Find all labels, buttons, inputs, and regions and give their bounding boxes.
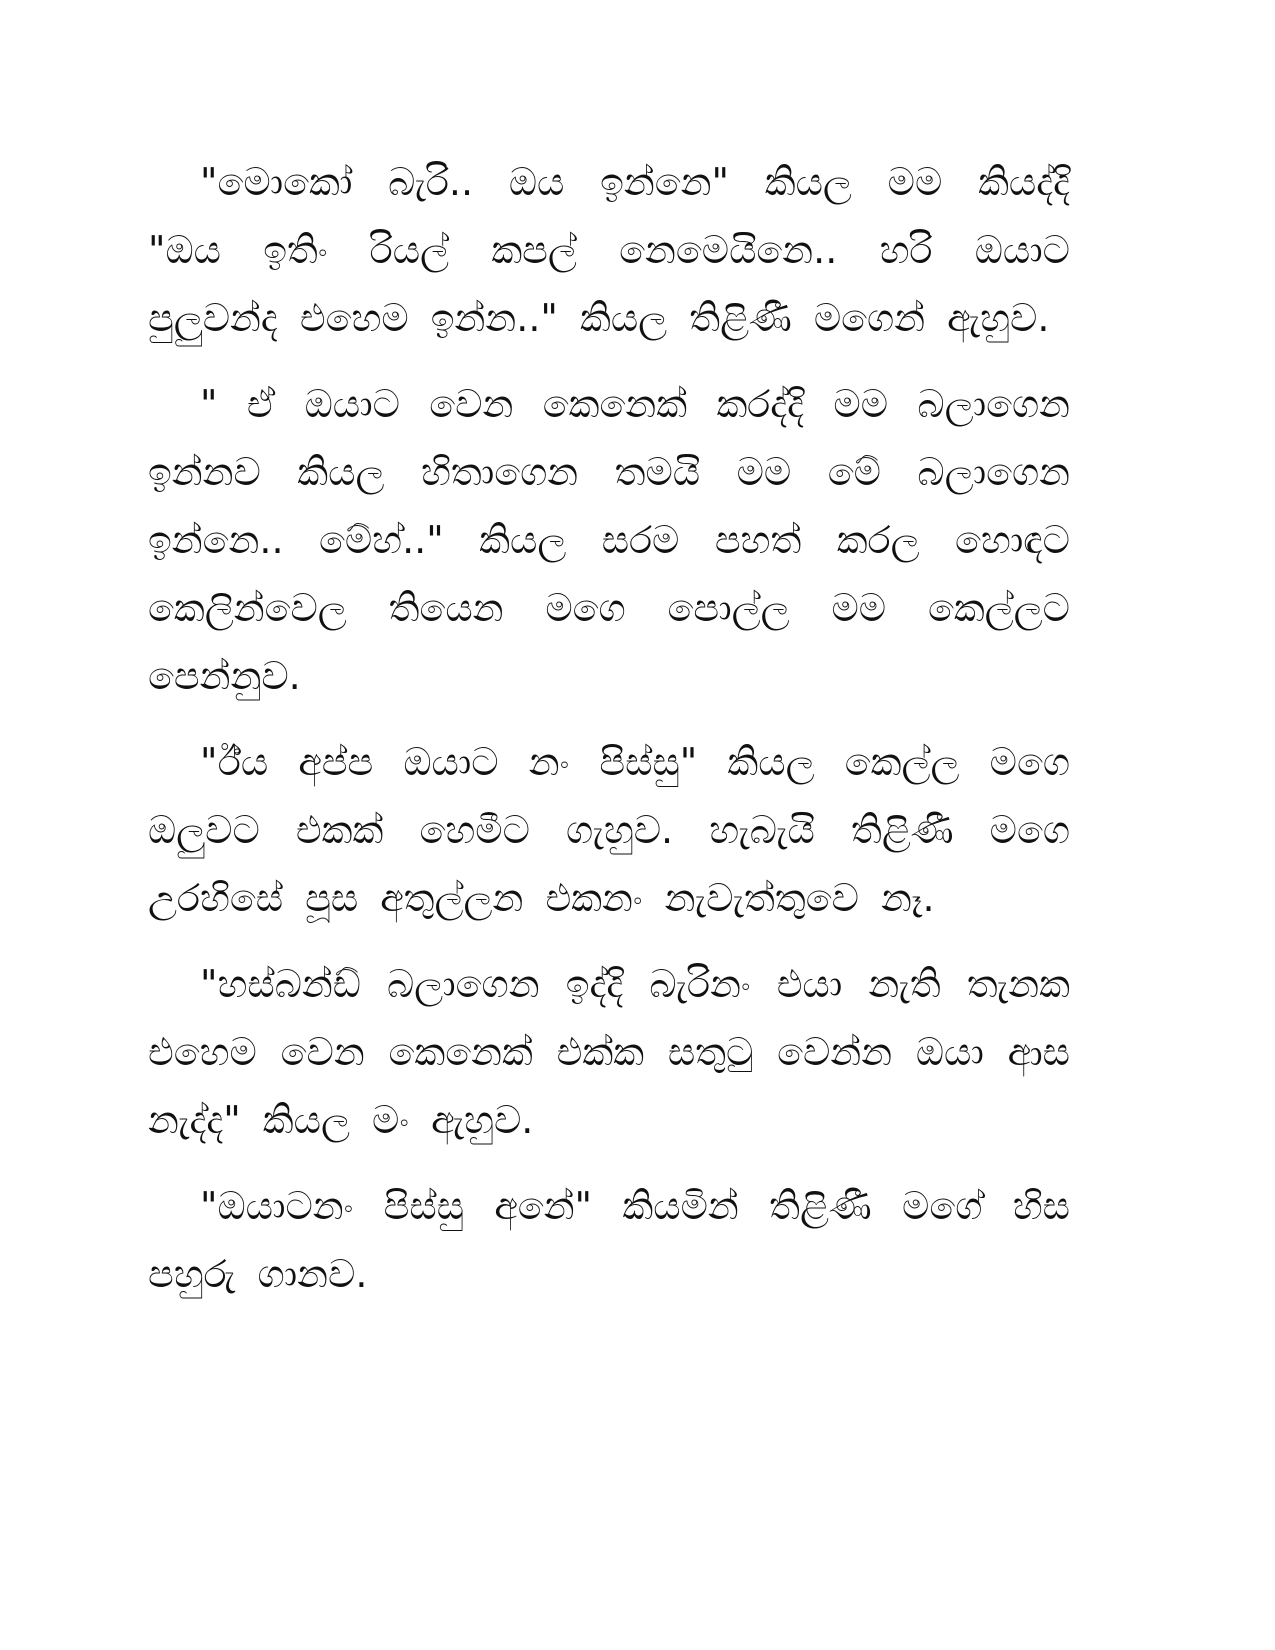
paragraph-3: "ඊ්ය අප්ප ඔයාට නං පිස්සු" කියල කෙල්ල මගෙ ඔලුවට එකක් හෙමීට ගැහුව. හැබැයි තිළිණී මගෙ උරහිසේ පූස අතුල්ලන එකනං නැවැත්තුවෙ නෑ. xyxy=(148,740,1070,920)
story-text xyxy=(148,148,1070,1308)
paragraph-2: " ඒ ඔයාට වෙන කෙනෙක් කරද්දි මම බලාගෙන ඉන්නව කියල හිතාගෙන තමයි මම මේ බලාගෙන ඉන්නෙ.. මේහ්.." කියල සරම පහත් කරල හොඳට කෙලින්වෙල තියෙන මගෙ පොල්ල මම කෙල්ලට පෙන්නුව. xyxy=(148,382,1070,698)
paragraph-4: "හස්බන්ඩ් බලාගෙන ඉද්දි බැරිනං එයා නැති තැනක එහෙම වෙන කෙනෙක් එක්ක සතුටු වෙන්න ඔයා ආස නැද්ද" කියල මං ඇහුව. xyxy=(148,962,1070,1142)
paragraph-5: "ඔයාටනං පිස්සු අනේ" කියමින් තිළිණී මගේ හිස පහුරු ගානව. xyxy=(148,1184,1070,1296)
paragraph-1: "මොකෝ බැරි.. ඔය ඉන්නෙ" කියල මම කියද්දි "ඔය ඉතිං රියල් කපල් නෙමෙයිනෙ.. හරි ඔයාට පුලුවන්ද එහෙම ඉන්න.." කියල තිළිණී මගෙන් ඇහුව. xyxy=(148,160,1070,340)
